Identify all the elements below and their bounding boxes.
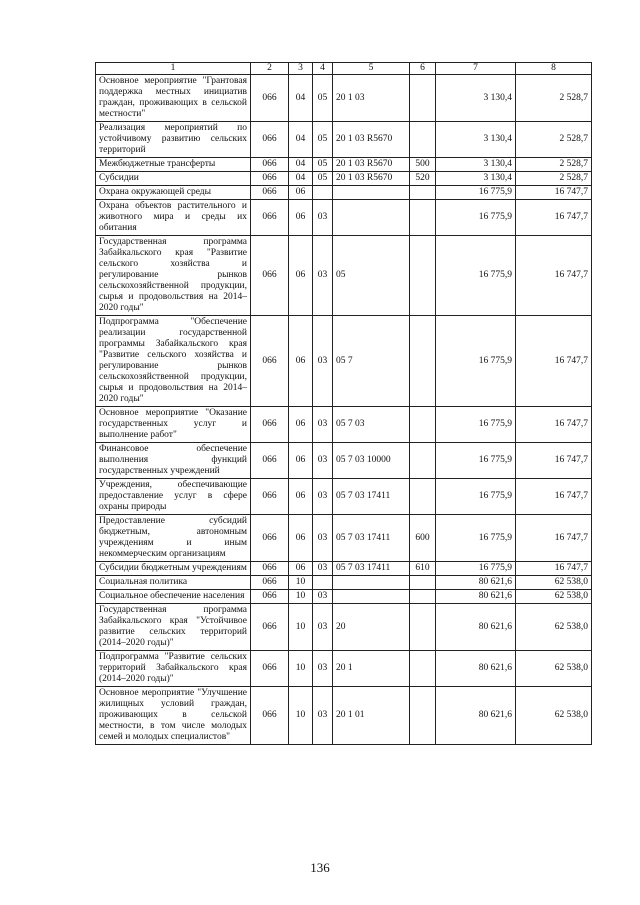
cell-amount-col7: 80 621,6 [436,687,516,745]
cell-amount-col8: 2 528,7 [516,122,592,158]
cell-amount-col8: 16 747,7 [516,186,592,200]
cell-amount-col7: 16 775,9 [436,200,516,236]
cell-ministry-code: 066 [251,200,289,236]
cell-subsection-code [313,576,333,590]
cell-item-name: Субсидии [96,172,251,186]
cell-subsection-code: 03 [313,651,333,687]
column-number: 6 [410,63,436,75]
cell-ministry-code: 066 [251,316,289,407]
cell-expense-type [410,604,436,651]
cell-item-name: Подпрограмма "Обеспечение реализации государственной программы Забайкальского края "Развитие сельского хозяйства и регулирование рынков сельскохозяйственной продукции, сырья и продовольствия на 2014–2020 годы" [96,316,251,407]
table-row [96,651,592,687]
cell-subsection-code: 05 [313,158,333,172]
cell-ministry-code: 066 [251,651,289,687]
cell-subsection-code: 03 [313,200,333,236]
cell-target-article: 05 7 03 17411 [333,479,410,515]
cell-expense-type: 500 [410,158,436,172]
cell-amount-col8: 62 538,0 [516,651,592,687]
column-number: 1 [96,63,251,75]
cell-amount-col7: 16 775,9 [436,515,516,562]
table-row [96,158,592,172]
cell-section-code: 10 [289,604,313,651]
cell-expense-type: 600 [410,515,436,562]
cell-expense-type [410,443,436,479]
cell-amount-col8: 62 538,0 [516,687,592,745]
cell-ministry-code: 066 [251,75,289,122]
cell-expense-type [410,122,436,158]
cell-item-name: Подпрограмма "Развитие сельских территорий Забайкальского края (2014–2020 годы)" [96,651,251,687]
cell-amount-col8: 16 747,7 [516,236,592,316]
column-number: 8 [516,63,592,75]
cell-amount-col7: 80 621,6 [436,651,516,687]
cell-section-code: 04 [289,158,313,172]
budget-table [95,62,592,745]
cell-amount-col7: 16 775,9 [436,562,516,576]
column-number: 4 [313,63,333,75]
cell-section-code: 06 [289,200,313,236]
cell-expense-type [410,200,436,236]
cell-amount-col8: 16 747,7 [516,515,592,562]
cell-amount-col8: 16 747,7 [516,407,592,443]
cell-expense-type [410,687,436,745]
cell-amount-col8: 16 747,7 [516,443,592,479]
cell-amount-col8: 16 747,7 [516,200,592,236]
cell-ministry-code: 066 [251,604,289,651]
cell-amount-col8: 16 747,7 [516,562,592,576]
cell-item-name: Охрана объектов растительного и животного мира и среды их обитания [96,200,251,236]
cell-expense-type [410,651,436,687]
cell-subsection-code: 03 [313,515,333,562]
table-row [96,576,592,590]
cell-item-name: Финансовое обеспечение выполнения функций государственных учреждений [96,443,251,479]
cell-amount-col8: 62 538,0 [516,576,592,590]
table-row [96,562,592,576]
cell-amount-col7: 16 775,9 [436,236,516,316]
cell-ministry-code: 066 [251,562,289,576]
cell-section-code: 06 [289,186,313,200]
cell-expense-type [410,479,436,515]
cell-section-code: 04 [289,122,313,158]
cell-subsection-code: 03 [313,443,333,479]
cell-amount-col8: 16 747,7 [516,479,592,515]
column-number: 5 [333,63,410,75]
cell-expense-type [410,75,436,122]
cell-expense-type [410,316,436,407]
cell-subsection-code: 05 [313,172,333,186]
column-number: 3 [289,63,313,75]
cell-section-code: 06 [289,562,313,576]
cell-item-name: Межбюджетные трансферты [96,158,251,172]
cell-amount-col7: 3 130,4 [436,172,516,186]
column-number: 7 [436,63,516,75]
cell-ministry-code: 066 [251,576,289,590]
cell-item-name: Социальное обеспечение населения [96,590,251,604]
cell-expense-type [410,236,436,316]
cell-amount-col8: 2 528,7 [516,75,592,122]
cell-ministry-code: 066 [251,515,289,562]
cell-item-name: Учреждения, обеспечивающие предоставление услуг в сфере охраны природы [96,479,251,515]
cell-target-article: 20 1 03 R5670 [333,158,410,172]
cell-amount-col7: 16 775,9 [436,443,516,479]
table-row [96,407,592,443]
cell-item-name: Предоставление субсидий бюджетным, автономным учреждениям и иным некоммерческим организациям [96,515,251,562]
cell-amount-col7: 16 775,9 [436,479,516,515]
cell-amount-col7: 3 130,4 [436,158,516,172]
table-row [96,236,592,316]
cell-target-article: 05 7 [333,316,410,407]
cell-section-code: 06 [289,407,313,443]
cell-target-article: 05 7 03 17411 [333,562,410,576]
cell-target-article: 20 1 03 R5670 [333,122,410,158]
cell-subsection-code: 03 [313,687,333,745]
cell-target-article: 05 7 03 17411 [333,515,410,562]
cell-subsection-code: 05 [313,122,333,158]
cell-amount-col7: 3 130,4 [436,122,516,158]
cell-subsection-code: 03 [313,604,333,651]
cell-section-code: 04 [289,172,313,186]
cell-subsection-code: 03 [313,479,333,515]
cell-ministry-code: 066 [251,443,289,479]
cell-item-name: Охрана окружающей среды [96,186,251,200]
cell-subsection-code: 03 [313,407,333,443]
table-row [96,172,592,186]
cell-item-name: Субсидии бюджетным учреждениям [96,562,251,576]
table-row [96,604,592,651]
cell-section-code: 10 [289,576,313,590]
cell-target-article [333,200,410,236]
cell-section-code: 06 [289,443,313,479]
cell-expense-type: 610 [410,562,436,576]
cell-ministry-code: 066 [251,687,289,745]
cell-item-name: Основное мероприятие "Оказание государственных услуг и выполнение работ" [96,407,251,443]
table-row [96,200,592,236]
cell-target-article: 05 [333,236,410,316]
cell-amount-col8: 62 538,0 [516,604,592,651]
cell-subsection-code [313,186,333,200]
cell-ministry-code: 066 [251,172,289,186]
cell-section-code: 10 [289,590,313,604]
table-row [96,122,592,158]
table-row [96,590,592,604]
cell-amount-col7: 80 621,6 [436,576,516,590]
cell-target-article: 20 [333,604,410,651]
cell-target-article [333,590,410,604]
table-row [96,443,592,479]
cell-ministry-code: 066 [251,186,289,200]
cell-ministry-code: 066 [251,590,289,604]
cell-subsection-code: 05 [313,75,333,122]
cell-subsection-code: 03 [313,562,333,576]
cell-amount-col7: 80 621,6 [436,604,516,651]
cell-target-article: 05 7 03 10000 [333,443,410,479]
cell-expense-type: 520 [410,172,436,186]
cell-expense-type [410,576,436,590]
table-row [96,75,592,122]
cell-section-code: 06 [289,515,313,562]
cell-subsection-code: 03 [313,316,333,407]
cell-item-name: Государственная программа Забайкальского края "Устойчивое развитие сельских территорий (2014–2020 годы)" [96,604,251,651]
cell-amount-col8: 16 747,7 [516,316,592,407]
cell-amount-col7: 16 775,9 [436,316,516,407]
cell-target-article [333,186,410,200]
table-row [96,687,592,745]
cell-section-code: 10 [289,651,313,687]
table-body [96,75,592,745]
cell-ministry-code: 066 [251,479,289,515]
column-number: 2 [251,63,289,75]
cell-item-name: Социальная политика [96,576,251,590]
cell-section-code: 06 [289,479,313,515]
cell-target-article: 20 1 03 [333,75,410,122]
cell-expense-type [410,590,436,604]
cell-section-code: 06 [289,236,313,316]
cell-target-article: 20 1 03 R5670 [333,172,410,186]
page-number: 136 [310,860,330,875]
cell-target-article: 20 1 [333,651,410,687]
cell-amount-col7: 16 775,9 [436,407,516,443]
cell-expense-type [410,407,436,443]
cell-section-code: 06 [289,316,313,407]
column-number-row [96,63,592,75]
table-row [96,316,592,407]
cell-target-article [333,576,410,590]
cell-target-article: 05 7 03 [333,407,410,443]
cell-amount-col7: 3 130,4 [436,75,516,122]
cell-amount-col8: 2 528,7 [516,172,592,186]
cell-ministry-code: 066 [251,158,289,172]
cell-ministry-code: 066 [251,122,289,158]
cell-item-name: Основное мероприятие "Улучшение жилищных условий граждан, проживающих в сельской местности, в том числе молодых семей и молодых специалистов" [96,687,251,745]
cell-amount-col8: 62 538,0 [516,590,592,604]
cell-item-name: Государственная программа Забайкальского края "Развитие сельского хозяйства и регулирование рынков сельскохозяйственной продукции, сырья и продовольствия на 2014–2020 годы" [96,236,251,316]
cell-item-name: Основное мероприятие "Грантовая поддержка местных инициатив граждан, проживающих в сельской местности" [96,75,251,122]
cell-section-code: 10 [289,687,313,745]
table-row [96,515,592,562]
cell-amount-col7: 80 621,6 [436,590,516,604]
cell-target-article: 20 1 01 [333,687,410,745]
table-row [96,186,592,200]
cell-item-name: Реализация мероприятий по устойчивому развитию сельских территорий [96,122,251,158]
cell-subsection-code: 03 [313,236,333,316]
cell-amount-col8: 2 528,7 [516,158,592,172]
table-row [96,479,592,515]
cell-subsection-code: 03 [313,590,333,604]
cell-ministry-code: 066 [251,236,289,316]
cell-section-code: 04 [289,75,313,122]
cell-ministry-code: 066 [251,407,289,443]
cell-amount-col7: 16 775,9 [436,186,516,200]
cell-expense-type [410,186,436,200]
